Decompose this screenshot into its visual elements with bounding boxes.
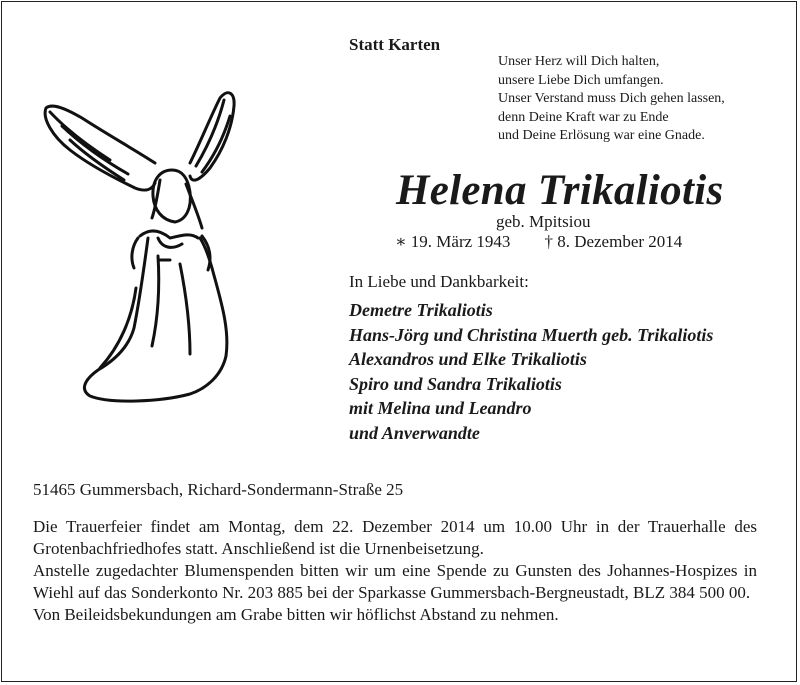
address: 51465 Gummersbach, Richard-Sondermann-Straße 25 bbox=[33, 480, 404, 499]
thanks-line: In Liebe und Dankbarkeit: bbox=[349, 272, 529, 291]
paragraph: Die Trauerfeier findet am Montag, dem 22. Dezember 2014 um 10.00 Uhr in der Trauerhalle des Grotenbachfriedhofes statt. Anschließend ist die Urnenbeisetzung. bbox=[33, 517, 757, 558]
birth-name: geb. Mpitsiou bbox=[496, 212, 591, 231]
mourner: Alexandros und Elke Trikaliotis bbox=[349, 349, 587, 369]
poem-line: Unser Herz will Dich halten, bbox=[498, 54, 660, 69]
poem-line: unsere Liebe Dich umfangen. bbox=[498, 72, 664, 88]
life-dates bbox=[395, 232, 682, 252]
mourners-list bbox=[349, 298, 713, 445]
birth-date: ∗ 19. März 1943 bbox=[395, 232, 511, 251]
deceased-name: Helena Trikaliotis bbox=[396, 167, 724, 214]
paragraph: Anstelle zugedachter Blumenspenden bitten wir um eine Spende zu Gunsten des Johannes-Hospizes in Wiehl auf das Sonderkonto Nr. 203 885 bei der Sparkasse Gummersbach-Bergneustadt, BLZ 384 500 00. bbox=[33, 561, 757, 602]
mourner: und Anverwandte bbox=[349, 422, 480, 443]
death-date: † 8. Dezember 2014 bbox=[544, 232, 683, 251]
poem-line: Unser Verstand muss Dich gehen lassen, bbox=[498, 91, 725, 106]
mourner: Spiro und Sandra Trikaliotis bbox=[349, 373, 562, 394]
mourner: Hans-Jörg und Christina Muerth geb. Trikaliotis bbox=[349, 324, 714, 345]
poem-line: und Deine Erlösung war eine Gnade. bbox=[498, 128, 705, 143]
mourner: Demetre Trikaliotis bbox=[349, 300, 493, 320]
poem-line: denn Deine Kraft war zu Ende bbox=[498, 109, 669, 125]
paragraph: Von Beileidsbekundungen am Grabe bitten wir höflichst Abstand zu nehmen. bbox=[33, 605, 559, 624]
poem bbox=[498, 53, 725, 146]
heading: Statt Karten bbox=[349, 35, 441, 54]
mourner: mit Melina und Leandro bbox=[349, 398, 532, 418]
angel-icon bbox=[40, 88, 240, 406]
information-text bbox=[33, 516, 757, 626]
